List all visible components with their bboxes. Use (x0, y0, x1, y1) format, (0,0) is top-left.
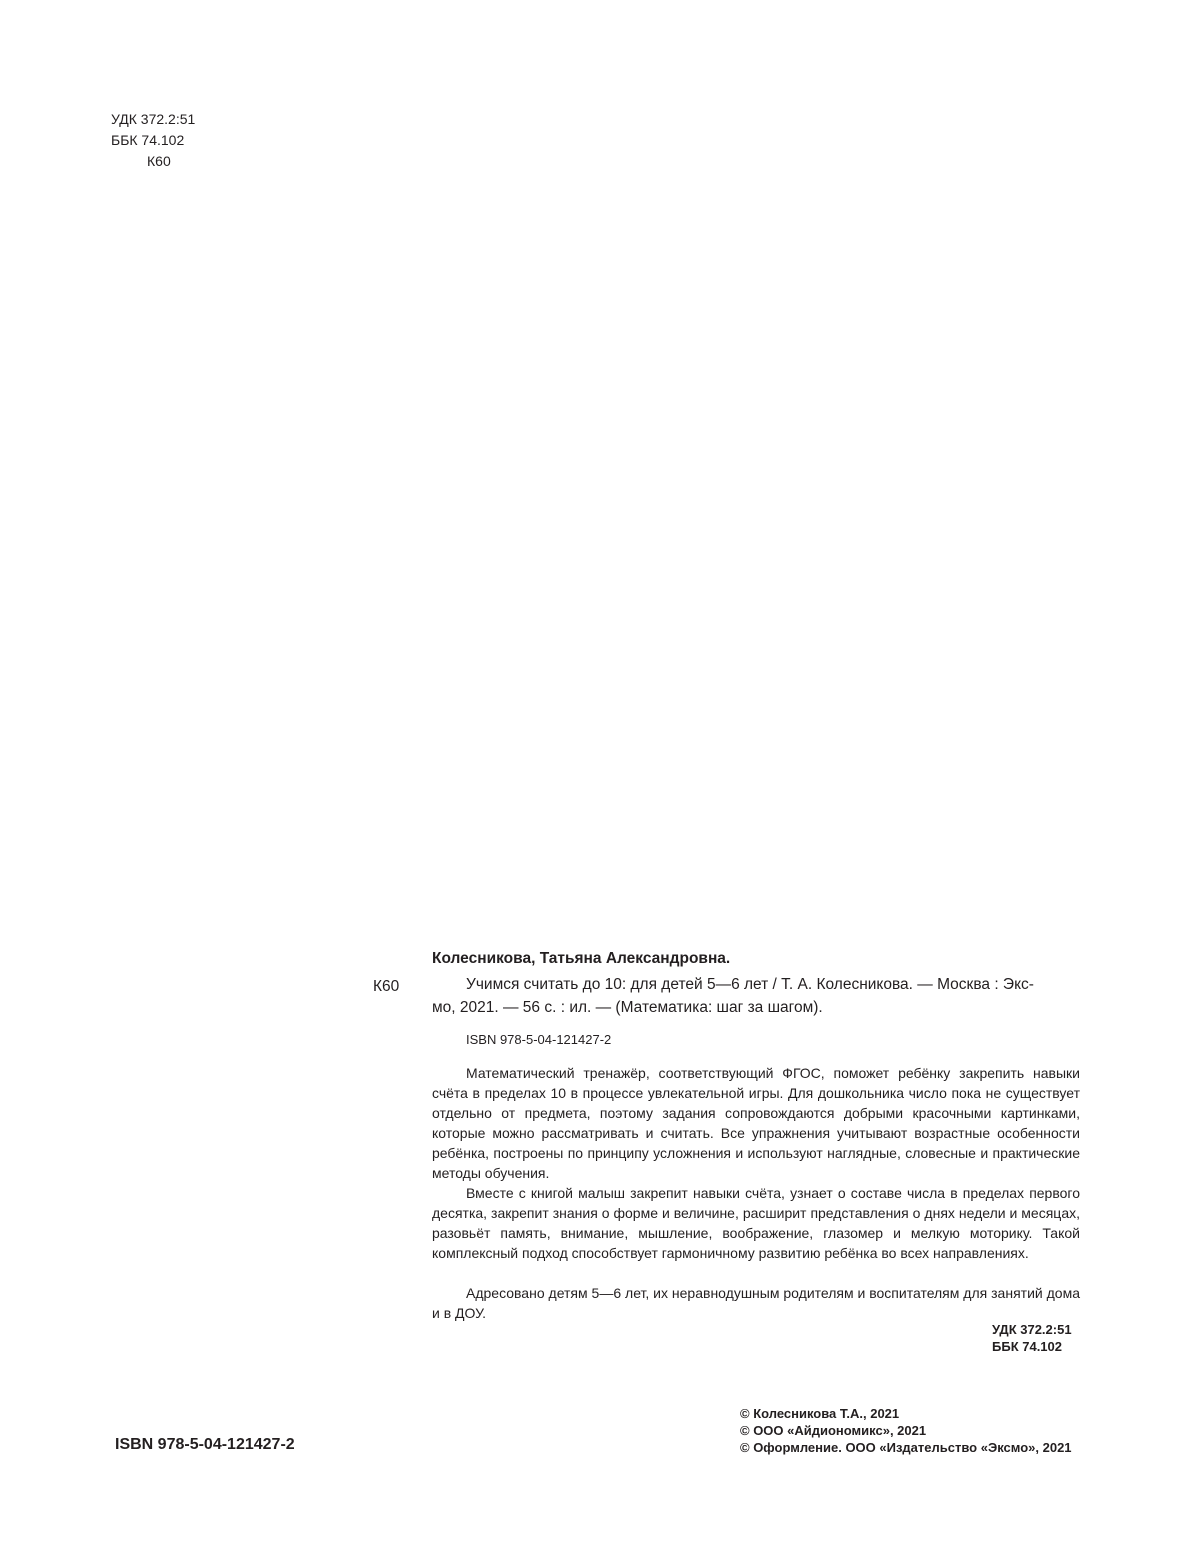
copyright-line: © Оформление. ООО «Издательство «Эксмо», 2021 (740, 1440, 1072, 1455)
udk-code: УДК 372.2:51 (111, 111, 196, 127)
annotation-paragraph: Вместе с книгой малыш закрепит навыки счёта, узнает о составе числа в пределах первого десятка, закрепит знания о форме и величине, расширит представления о днях недели и месяцах, разовьёт память, внимание, мышление, воображение, глазомер и мелкую моторику. Такой комплексный подход способствует гармоничному развитию ребёнка во всех направлениях. (432, 1185, 1080, 1261)
record-isbn: ISBN 978-5-04-121427-2 (466, 1032, 612, 1047)
udk-code-bold: УДК 372.2:51 (992, 1322, 1072, 1337)
author-heading: Колесникова, Татьяна Александровна. (432, 950, 731, 967)
record-author-mark: К60 (373, 978, 400, 995)
title-line-2: мо, 2021. — 56 с. : ил. — (Математика: шаг за шагом). (432, 999, 823, 1016)
title-line-1: Учимся считать до 10: для детей 5—6 лет / Т. А. Колесникова. — Москва : Экс- (466, 976, 1034, 993)
footer-isbn: ISBN 978-5-04-121427-2 (115, 1436, 295, 1453)
annotation-paragraph: Адресовано детям 5—6 лет, их неравнодушным родителям и воспитателям для занятий дома и в ДОУ. (432, 1285, 1080, 1321)
author-mark: К60 (147, 153, 171, 169)
bbk-code-bold: ББК 74.102 (992, 1339, 1062, 1354)
copyright-line: © ООО «Айдиономикс», 2021 (740, 1423, 927, 1438)
copyright-line: © Колесникова Т.А., 2021 (740, 1406, 900, 1421)
annotation-paragraph: Математический тренажёр, соответствующий ФГОС, поможет ребёнку закрепить навыки счёта в пределах 10 в процессе увлекательной игры. Для дошкольника число пока не существует отдельно от предмета, поэтому задания сопровождаются добрыми красочными картинками, которые можно рассматривать и считать. Все упражнения учитывают возрастные особенности ребёнка, построены по принципу усложнения и используют наглядные, словесные и практические методы обучения. (432, 1065, 1080, 1181)
bbk-code: ББК 74.102 (111, 132, 185, 148)
